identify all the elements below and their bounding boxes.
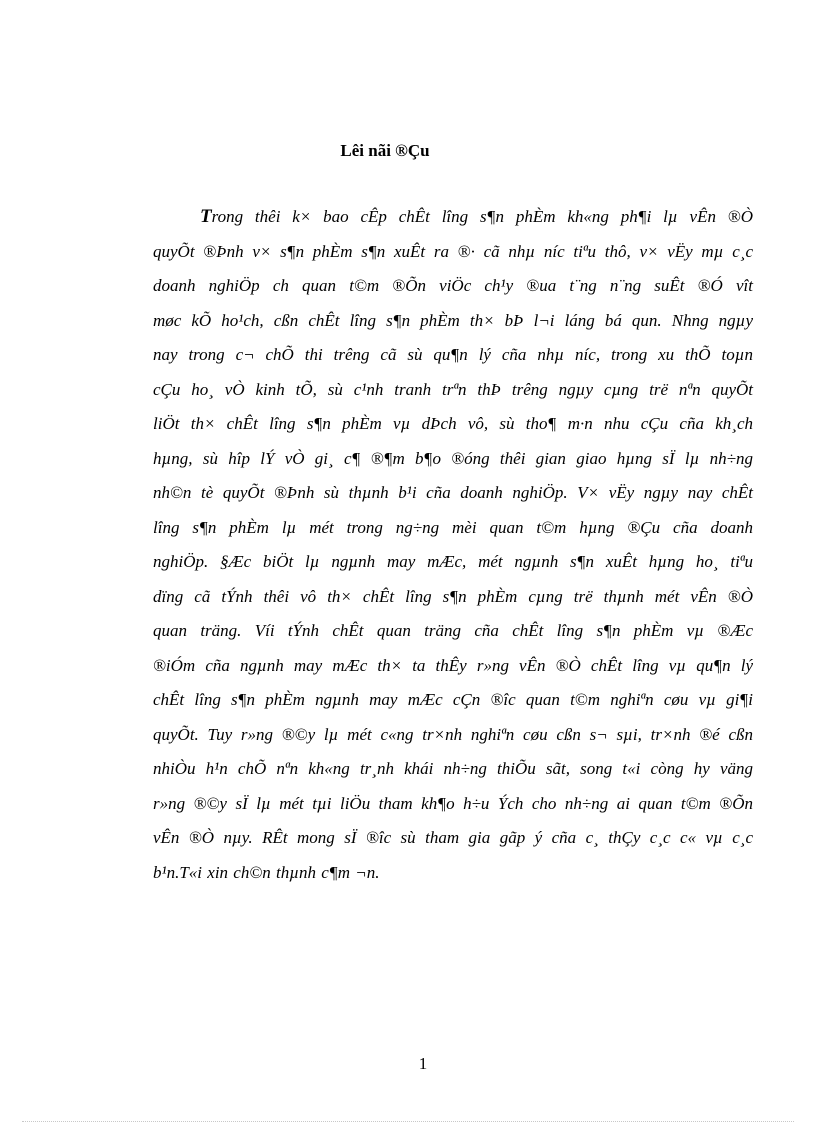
paragraph-line: nghiÖp. §Æc biÖt lµ ngµnh may mÆc, mét ngµnh s¶n xuÊt hµng ho¸ tiªu bbox=[153, 552, 753, 571]
paragraph-line: quan träng. Víi tÝnh chÊt quan träng cña chÊt lîng s¶n phÈm vµ ®Æc bbox=[153, 621, 753, 640]
paragraph-line: lîng s¶n phÈm lµ mét trong ng÷ng mèi quan t©m hµng ®Çu cña doanh bbox=[153, 517, 753, 537]
paragraph-line: vÊn ®Ò nµy. RÊt mong sÏ ®îc sù tham gia gãp ý cña c¸ thÇy c¸c c« vµ c¸c bbox=[153, 828, 753, 847]
paragraph-line: r»ng ®©y sÏ lµ mét tµi liÖu tham kh¶o h÷u Ých cho nh÷ng ai quan t©m ®Õn bbox=[153, 793, 753, 813]
paragraph-line: quyÕt. Tuy r»ng ®©y lµ mét c«ng tr×nh nghiªn cøu cßn s¬ sµi, tr×nh ®é cßn bbox=[153, 724, 753, 744]
paragraph-line: cÇu ho¸ vÒ kinh tÕ, sù c¹nh tranh trªn thÞ trêng ngµy cµng trë nªn quyÕt bbox=[153, 379, 753, 399]
paragraph-line: nay trong c¬ chÕ thi trêng cã sù qu¶n lý cña nhµ níc, trong xu thÕ toµn bbox=[153, 345, 753, 364]
paragraph-line: doanh nghiÖp ch quan t©m ®Õn viÖc ch¹y ®ua t¨ng n¨ng suÊt ®Ó vît bbox=[153, 276, 753, 295]
paragraph-line: b¹n.T«i xin ch©n thµnh c¶m ¬n. bbox=[153, 862, 380, 882]
body-paragraph bbox=[153, 200, 753, 890]
paragraph-line: nh©n tè quyÕt ®Þnh sù thµnh b¹i cña doanh nghiÖp. V× vËy ngµy nay chÊt bbox=[153, 483, 753, 502]
paragraph-line: møc kÕ ho¹ch, cßn chÊt lîng s¶n phÈm th× bÞ l¬i láng bá qun. Nhng ngµy bbox=[153, 310, 753, 330]
paragraph-line: ®iÓm cña ngµnh may mÆc th× ta thÊy r»ng vÊn ®Ò chÊt lîng vµ qu¶n lý bbox=[153, 655, 753, 675]
first-letter: T bbox=[200, 206, 212, 227]
paragraph-line: liÖt th× chÊt lîng s¶n phÈm vµ dÞch vô, sù tho¶ m·n nhu cÇu cña kh¸ch bbox=[153, 414, 753, 433]
paragraph-line: dïng cã tÝnh thêi vô th× chÊt lîng s¶n phÈm cµng trë thµnh mét vÊn ®Ò bbox=[153, 586, 753, 606]
line-text: rong thêi k× bao cÊp chÊt lîng s¶n phÈm kh«ng ph¶i lµ vÊn ®Ò bbox=[211, 207, 753, 226]
paragraph-line: hµng, sù hîp lÝ vÒ gi¸ c¶ ®¶m b¶o ®óng thêi gian giao hµng sÏ lµ nh÷ng bbox=[153, 448, 753, 468]
page-title: Lêi nãi ®Çu bbox=[340, 141, 430, 160]
page-bottom-divider bbox=[22, 1121, 794, 1122]
paragraph-line: chÊt lîng s¶n phÈm ngµnh may mÆc cÇn ®îc quan t©m nghiªn cøu vµ gi¶i bbox=[153, 690, 753, 709]
page-number: 1 bbox=[418, 1054, 428, 1073]
paragraph-line-1 bbox=[153, 200, 753, 235]
paragraph-line: nhiÒu h¹n chÕ nªn kh«ng tr¸nh khái nh÷ng thiÕu sãt, song t«i còng hy väng bbox=[153, 759, 753, 778]
paragraph-line: quyÕt ®Þnh v× s¶n phÈm s¶n xuÊt ra ®· cã nhµ níc tiªu thô, v× vËy mµ c¸c bbox=[153, 241, 753, 261]
